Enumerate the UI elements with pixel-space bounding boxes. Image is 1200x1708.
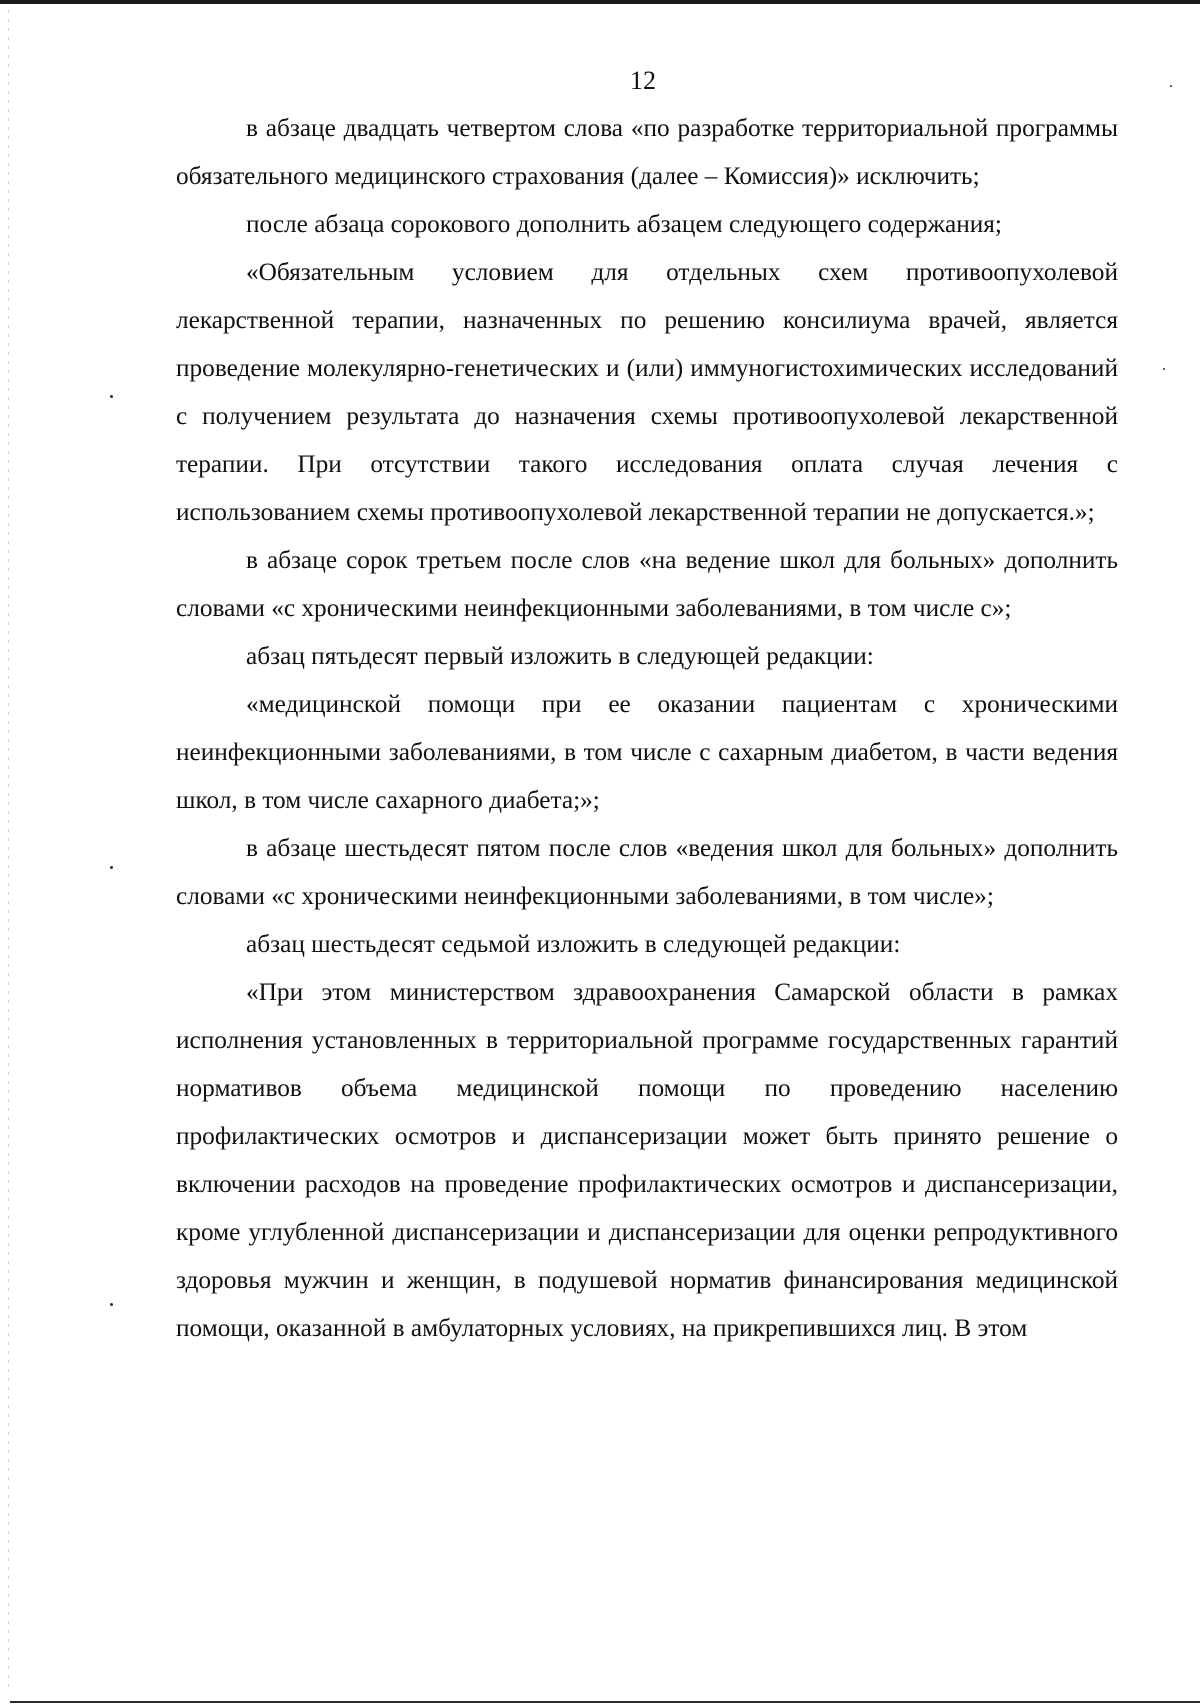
page-number: 12 <box>630 66 656 95</box>
paragraph: «медицинской помощи при ее оказании пациентам с хроническими неинфекционными заболеваниями, в том числе с сахарным диабетом, в части ведения школ, в том числе сахарного диабета;»; <box>176 690 1118 814</box>
scan-speck <box>110 866 113 869</box>
paragraph: в абзаце двадцать четвертом слова «по разработке территориальной программы обязательного медицинского страхования (далее – Комиссия)» исключить; <box>176 114 1118 190</box>
scan-speck <box>1163 368 1165 370</box>
scan-top-edge <box>0 0 1200 4</box>
scan-speck <box>110 395 113 398</box>
scan-bottom-edge <box>10 1701 1200 1703</box>
paragraph: «При этом министерством здравоохранения Самарской области в рамках исполнения установленных в территориальной программе государственных гарантий нормативов объема медицинской помощи по проведению населению профилактических осмотров и диспансеризации может быть принято решение о включении расходов на проведение профилактических осмотров и диспансеризации, кроме углубленной диспансеризации и диспансеризации для оценки репродуктивного здоровья мужчин и женщин, в подушевой норматив финансирования медицинской помощи, оказанной в амбулаторных условиях, на прикрепившихся лиц. В этом <box>176 978 1118 1342</box>
document-body <box>176 104 1118 1352</box>
scan-left-edge <box>8 10 9 1690</box>
paragraph: «Обязательным условием для отдельных схем противоопухолевой лекарственной терапии, назначенных по решению консилиума врачей, является проведение молекулярно-генетических и (или) иммуногистохимических исследований с получением результата до назначения схемы противоопухолевой лекарственной терапии. При отсутствии такого исследования оплата случая лечения с использованием схемы противоопухолевой лекарственной терапии не допускается.»; <box>176 258 1118 526</box>
scan-speck <box>110 1303 113 1306</box>
paragraph: абзац пятьдесят первый изложить в следующей редакции: <box>246 642 874 670</box>
paragraph: абзац шестьдесят седьмой изложить в следующей редакции: <box>246 930 901 958</box>
paragraph: в абзаце сорок третьем после слов «на ведение школ для больных» дополнить словами «с хроническими неинфекционными заболеваниями, в том числе с»; <box>176 546 1118 622</box>
paragraph: в абзаце шестьдесят пятом после слов «ведения школ для больных» дополнить словами «с хроническими неинфекционными заболеваниями, в том числе»; <box>176 834 1118 910</box>
paragraph: после абзаца сорокового дополнить абзацем следующего содержания; <box>246 210 1002 238</box>
